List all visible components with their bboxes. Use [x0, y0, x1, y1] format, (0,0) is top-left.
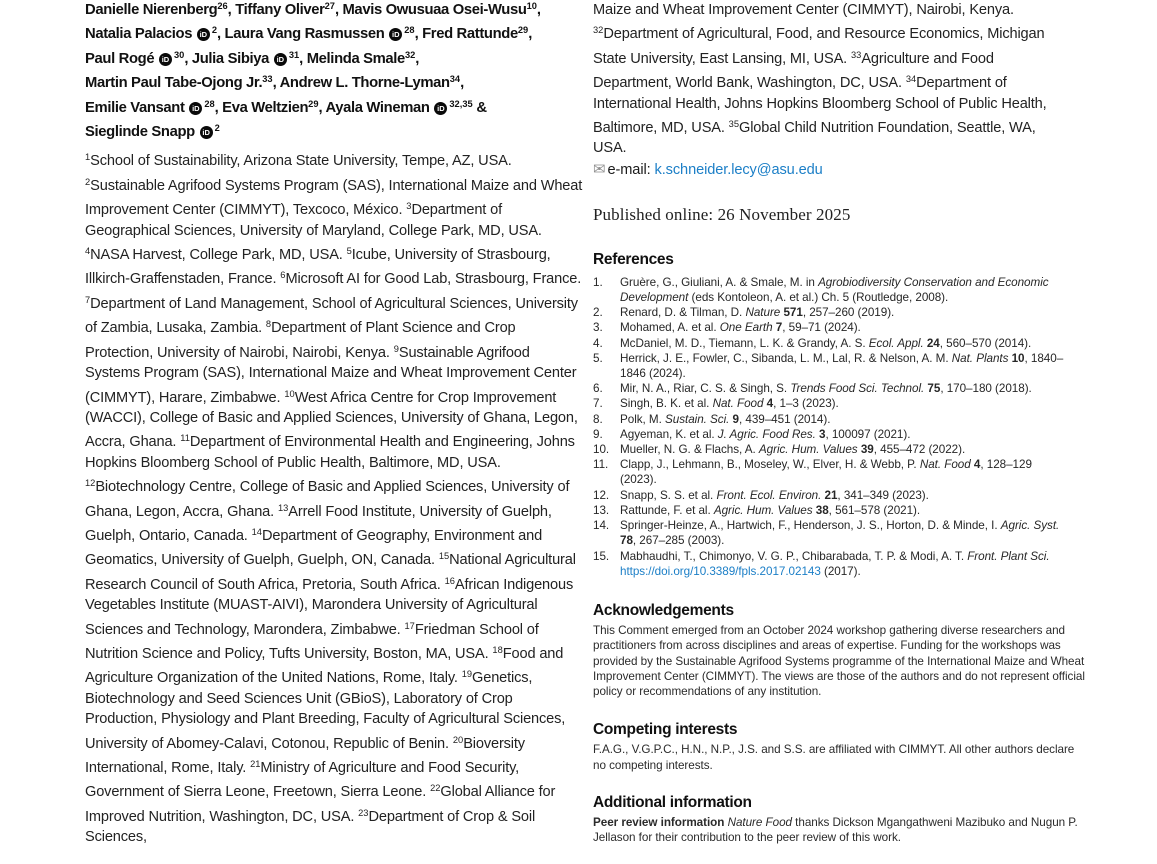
reference-text: Polk, M. Sustain. Sci. 9, 439–451 (2014). — [620, 412, 831, 426]
reference-number: 14. — [593, 519, 610, 533]
author-line: Sieglinde Snapp iD $^2$ — [85, 123, 220, 141]
reference-text: Springer-Heinze, A., Hartwich, F., Henderson, J. S., Horton, D. & Minde, I. Agric. Syst. 78, 267–285 (2003). — [620, 519, 1060, 548]
orcid-icon: iD — [389, 28, 402, 41]
reference-number: 11. — [593, 458, 609, 472]
orcid-icon: iD — [200, 126, 213, 139]
reference-text: Mabhaudhi, T., Chimonyo, V. G. P., Chibarabada, T. P. & Modi, A. T. Front. Plant Sci. https://doi.org/10.3389/fpls.2017.02143 (2017). — [620, 549, 1050, 578]
author-line: Martin Paul Tabe-Ojong Jr.$^{33}$, Andrew L. Thorne-Lyman$^{34}$, — [85, 74, 464, 92]
reference-item — [593, 396, 1071, 411]
reference-number: 1. — [593, 275, 603, 289]
right-column — [593, 0, 1085, 846]
orcid-icon: iD — [197, 28, 210, 41]
reference-item — [593, 275, 1071, 305]
email-link[interactable]: k.schneider.lecy@asu.edu — [654, 161, 823, 178]
reference-item — [593, 320, 1071, 335]
orcid-icon: iD — [274, 53, 287, 66]
reference-text: Gruère, G., Giuliani, A. & Smale, M. in Agrobiodiversity Conservation and Economic Development (eds Kontoleon, A. et al.) Ch. 5 (Routledge, 2008). — [620, 275, 1049, 305]
reference-item — [593, 427, 1071, 442]
reference-text: Herrick, J. E., Fowler, C., Sibanda, L. M., Lal, R. & Nelson, A. M. Nat. Plants 10, 1840–1846 (2024). — [620, 351, 1064, 381]
additional-information-heading: Additional information — [593, 793, 752, 811]
acknowledgements-heading: Acknowledgements — [593, 601, 734, 619]
reference-number: 6. — [593, 382, 603, 396]
reference-text: Mohamed, A. et al. One Earth 7, 59–71 (2024). — [620, 321, 861, 335]
reference-number: 12. — [593, 488, 610, 502]
authors-block — [85, 0, 583, 142]
reference-item — [593, 351, 1071, 381]
published-online: Published online: 26 November 2025 — [593, 204, 851, 224]
reference-number: 10. — [593, 443, 610, 457]
reference-item — [593, 336, 1071, 351]
references-heading: References — [593, 250, 674, 268]
reference-text: Mueller, N. G. & Flachs, A. Agric. Hum. Values 39, 455–472 (2022). — [620, 443, 966, 457]
mail-icon: ✉ — [593, 160, 606, 178]
email-label: e-mail: — [607, 161, 655, 178]
orcid-icon: iD — [159, 53, 172, 66]
reference-number: 7. — [593, 397, 603, 411]
affiliations-right: Maize and Wheat Improvement Center (CIMMYT), Nairobi, Kenya. $^{32}$Department of Agricultural, Food, and Resource Economics, Michigan State University, East Lansing, MI, USA. $^{33}$Agriculture and Food Department, World Bank, Washington, DC, USA. $^{34}$Department of International Health, Johns Hopkins Bloomberg School of Public Health, Baltimore, MD, USA. $^{35}$Global Child Nutrition Foundation, Seattle, WA, USA. — [593, 2, 1047, 157]
doi-link[interactable]: https://doi.org/10.3389/fpls.2017.02143 — [620, 564, 821, 578]
reference-number: 9. — [593, 427, 603, 441]
reference-item — [593, 457, 1071, 487]
reference-number: 5. — [593, 351, 603, 365]
reference-item — [593, 518, 1071, 548]
reference-item — [593, 305, 1071, 320]
reference-number: 15. — [593, 549, 610, 563]
affiliations-left: $^1$School of Sustainability, Arizona State University, Tempe, AZ, USA. $^2$Sustainable Agrifood Systems Program (SAS), International Maize and Wheat Improvement Center (CIMMYT), Texcoco, México. $^3$Department of Geographical Sciences, University of Maryland, College Park, MD, USA. $^4$NASA Harvest, College Park, MD, USA. $^5$Icube, University of Strasbourg, Illkirch-Graffenstaden, France. $^6$Microsoft AI for Good Lab, Strasbourg, France. $^7$Department of Land Management, School of Agricultural Sciences, University of Zambia, Lusaka, Zambia. $^8$Department of Plant Science and Crop Protection, University of Nairobi, Nairobi, Kenya. $^9$Sustainable Agrifood Systems Program (SAS), International Maize and Wheat Improvement Center (CIMMYT), Harare, Zimbabwe. $^{10}$West Africa Centre for Crop Improvement (WACCI), College of Basic and Applied Sciences, University of Ghana, Legon, Accra, Ghana. $^{11}$Department of Environmental Health and Engineering, Johns Hopkins Bloomberg School of Public Health, Baltimore, MD, USA. $^{12}$Biotechnology Centre, College of Basic and Applied Sciences, University of Ghana, Legon, Accra, Ghana. $^{13}$Arrell Food Institute, University of Guelph, Guelph, Ontario, Canada. $^{14}$Department of Geography, Environment and Geomatics, University of Guelph, Guelph, ON, Canada. $^{15}$National Agricultural Research Council of South Africa, Pretoria, South Africa. $^{16}$African Indigenous Vegetables Institute (MUAST-AIVI), Marondera University of Agricultural Sciences and Technology, Marondera, Zimbabwe. $^{17}$Friedman School of Nutrition Science and Policy, Tufts University, Boston, MA, USA. $^{18}$Food and Agriculture Organization of the United Nations, Rome, Italy. $^{19}$Genetics, Biotechnology and Seed Sciences Unit (GBioS), Laboratory of Crop Production, Physiology and Plant Breeding, Faculty of Agricultural Sciences, University of Abomey-Calavi, Cotonou, Republic of Benin. $^{20}$Bioversity International, Rome, Italy. $^{21}$Ministry of Agriculture and Food Security, Government of Sierra Leone, Freetown, Sierra Leone. $^{22}$Global Alliance for Improved Nutrition, Washington, DC, USA. $^{23}$Department of Crop & Soil Sciences, — [85, 152, 583, 846]
reference-item — [593, 442, 1071, 457]
references-list — [593, 275, 1071, 579]
reference-number: 8. — [593, 412, 603, 426]
reference-text: McDaniel, M. D., Tiemann, L. K. & Grandy, A. S. Ecol. Appl. 24, 560–570 (2014). — [620, 336, 1032, 350]
reference-item — [593, 503, 1071, 518]
reference-text: Mir, N. A., Riar, C. S. & Singh, S. Trends Food Sci. Technol. 75, 170–180 (2018). — [620, 382, 1032, 396]
orcid-icon: iD — [189, 102, 202, 115]
left-column — [85, 0, 583, 848]
reference-number: 3. — [593, 321, 603, 335]
reference-item — [593, 488, 1071, 503]
author-line: Emilie Vansant iD $^{28}$, Eva Weltzien$^{29}$, Ayala Wineman iD $^{32,35}$ & — [85, 98, 487, 116]
reference-number: 4. — [593, 336, 603, 350]
reference-item — [593, 412, 1071, 427]
reference-text: Snapp, S. S. et al. Front. Ecol. Environ. 21, 341–349 (2023). — [620, 488, 929, 502]
acknowledgements-body: This Comment emerged from an October 2024 workshop gathering diverse researchers and practitioners from across disciplines and areas of expertise. Funding for the workshops was provided by the Sustainable Agrifood Systems programme of the International Maize and Wheat Improvement Center (CIMMYT). The views are those of the authors and do not represent official policy or recommendations of any institution. — [593, 623, 1085, 699]
reference-text: Rattunde, F. et al. Agric. Hum. Values 38, 561–578 (2021). — [620, 503, 921, 517]
reference-text: Agyeman, K. et al. J. Agric. Food Res. 3, 100097 (2021). — [620, 427, 911, 441]
author-line: Paul Rogé iD $^{30}$, Julia Sibiya iD $^{31}$, Melinda Smale$^{32}$, — [85, 49, 420, 67]
reference-text: Singh, B. K. et al. Nat. Food 4, 1–3 (2023). — [620, 397, 839, 411]
author-line: Danielle Nierenberg$^{26}$, Tiffany Oliver$^{27}$, Mavis Owusuaa Osei-Wusu$^{10}$, — [85, 1, 541, 18]
additional-information-body: Peer review information Nature Food thanks Dickson Mgangathweni Mazibuko and Nugun P. Jellason for their contribution to the peer review of this work. — [593, 815, 1078, 845]
competing-interests-heading: Competing interests — [593, 721, 738, 739]
orcid-icon: iD — [434, 102, 447, 115]
reference-number: 2. — [593, 306, 603, 320]
reference-text: Clapp, J., Lehmann, B., Moseley, W., Elver, H. & Webb, P. Nat. Food 4, 128–129 (2023). — [620, 458, 1032, 487]
reference-number: 13. — [593, 503, 610, 517]
email-line — [593, 160, 1071, 180]
reference-text: Renard, D. & Tilman, D. Nature 571, 257–260 (2019). — [620, 306, 895, 320]
reference-item — [593, 549, 1071, 579]
author-line: Natalia Palacios iD $^2$, Laura Vang Rasmussen iD $^{28}$, Fred Rattunde$^{29}$, — [85, 25, 532, 43]
reference-item — [593, 381, 1071, 396]
competing-interests-body: F.A.G., V.G.P.C., H.N., N.P., J.S. and S.S. are affiliated with CIMMYT. All other authors declare no competing interests. — [593, 743, 1075, 772]
